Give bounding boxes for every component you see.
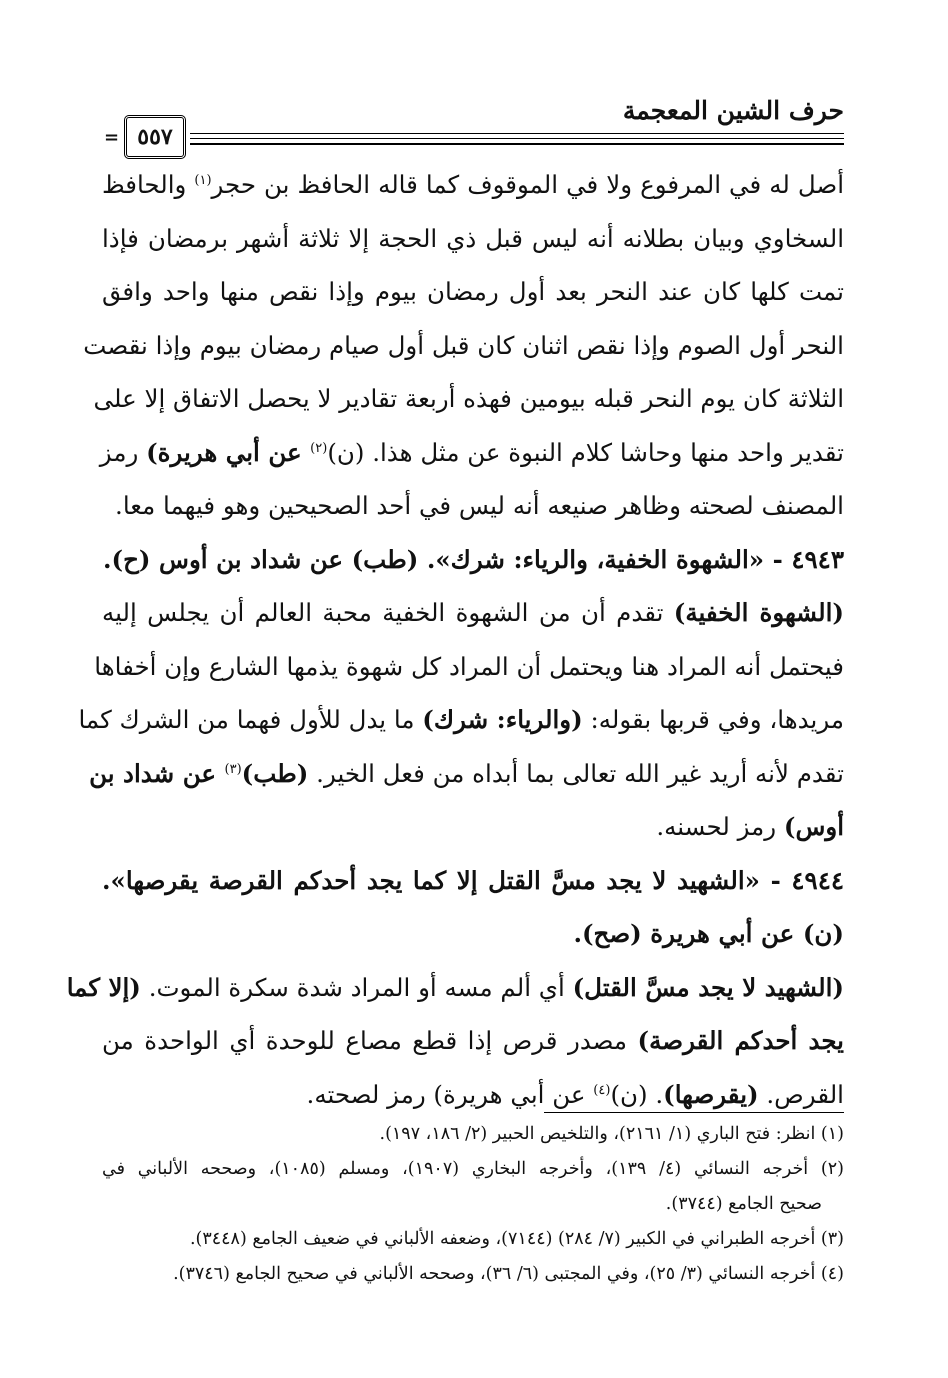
hadith-heading: ٤٩٤٣ - «الشهوة الخفية، والرياء: شرك». (طب) عن شداد بن أوس (ح).: [103, 544, 844, 574]
text-line: الثلاثة كان يوم النحر قبله بيومين فهذه أربعة تقادير لا يحصل الاتفاق إلا على: [93, 384, 844, 413]
footnote: (٤) أخرجه النسائي (٣/ ٢٥)، وفي المجتبى (٦/ ٣٦)، وصححه الألباني في صحيح الجامع (٣٧٤٦).: [173, 1264, 844, 1284]
footnotes: [102, 1117, 844, 1292]
main-text: [66, 158, 845, 1121]
text-line: السخاوي وبيان بطلانه أنه ليس قبل ذي الحجة إلا ثلاثة أشهر برمضان فإذا: [102, 223, 844, 253]
text-line: (الشهوة الخفية) تقدم أن من الشهوة الخفية محبة العالم أن يجلس إليه: [102, 598, 844, 627]
text-line: (الشهيد لا يجد مسَّ القتل) أي ألم مسه أو المراد شدة سكرة الموت. (إلا كما: [66, 972, 844, 1002]
footnote-ref: (٢): [310, 440, 328, 456]
header-rule: [190, 138, 844, 139]
hadith-number: ٤٩٤٤ -: [760, 865, 845, 895]
text-line: تقدير واحد منها وحاشا كلام النبوة عن مثل هذا. (ن)$^{(٢)}$ عن أبي هريرة) رمز: [99, 437, 844, 467]
text-line: أوس) رمز لحسنه.: [656, 812, 844, 841]
footnote-ref: (١): [194, 172, 212, 188]
footnote-ref: (٤): [593, 1082, 611, 1098]
footnote: (٣) أخرجه الطبراني في الكبير (٧/ ٢٨٤) (٧١٤٤)، وضعفه الألباني في ضعيف الجامع (٣٤٤٨).: [189, 1229, 844, 1249]
footnote: (٢) أخرجه النسائي (٤/ ١٣٩)، وأخرجه البخاري (١٩٠٧)، ومسلم (١٠٨٥)، وصححه الألباني في: [102, 1159, 844, 1179]
text-line: فيحتمل أنه المراد هنا ويحتمل أن المراد كل شهوة يذمها الشارع وإن أخفاها: [94, 651, 844, 681]
text-line: يجد أحدكم القرصة) مصدر قرص إذا قطع مصاع للوحدة أي الواحدة من: [102, 1026, 844, 1055]
text-line: تقدم لأنه أريد غير الله تعالى بما أبداه من فعل الخير. (طب)$^{(٣)}$ عن شداد بن: [89, 758, 844, 788]
text-line: النحر أول الصوم وإذا نقص اثنان كان قبل أول صيام رمضان بيوم وإذا نقصت: [83, 330, 844, 360]
footnote-ref: (٣): [224, 761, 242, 777]
text-line: المصنف لصحته وظاهر صنيعه أنه ليس في أحد الصحيحين وهو فيهما معا.: [115, 491, 844, 520]
hadith-heading: ٤٩٤٤ - «الشهيد لا يجد مسَّ القتل إلا كما يجد أحدكم القرصة يقرصها».: [102, 865, 845, 895]
text-line: القرص. (يقرصها). (ن)$^{(٤)}$ عن أبي هريرة) رمز لصحته.: [306, 1079, 844, 1109]
page-number: ٥٥٧: [124, 115, 186, 159]
text-line: أصل له في المرفوع ولا في الموقوف كما قاله الحافظ بن حجر$^{(١)}$ والحافظ: [102, 170, 845, 199]
header-rule: [190, 133, 844, 134]
hadith-number: ٤٩٤٣ -: [764, 544, 844, 574]
text-line: تمت كلها كان عند النحر بعد أول رمضان بيوم وإذا نقص منها واحد وافق: [102, 277, 844, 306]
text-line: مريدها، وفي قربها بقوله: (والرياء: شرك) ما يدل للأول فهما من الشرك كما: [78, 705, 844, 734]
footnote: (١) انظر: فتح الباري (١/ ٢١٦١)، والتلخيص الحبير (٢/ ١٨٦، ١٩٧).: [379, 1124, 844, 1144]
footnote-separator: [544, 1112, 844, 1113]
chapter-title: حرف الشين المعجمة: [622, 96, 844, 125]
footnote-continuation: صحيح الجامع (٣٧٤٤).: [665, 1194, 822, 1214]
header-rule: [190, 143, 844, 145]
text-line: (ن) عن أبي هريرة (صح).: [573, 919, 844, 948]
page-number-ornament: =: [104, 127, 120, 148]
